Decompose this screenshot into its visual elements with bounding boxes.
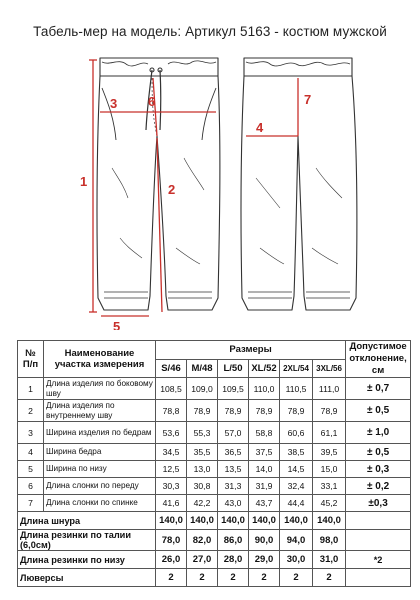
row-value: 78,9 bbox=[249, 400, 280, 422]
row-value: 13,0 bbox=[187, 461, 218, 478]
header-pp: П/п bbox=[22, 359, 39, 370]
row-value: 2 bbox=[187, 569, 218, 587]
measure-label-6: 6 bbox=[148, 94, 156, 109]
row-value: 140,0 bbox=[187, 512, 218, 530]
row-number: 2 bbox=[18, 400, 44, 422]
row-value: 111,0 bbox=[313, 378, 346, 400]
size-header: S/46 bbox=[156, 359, 187, 378]
row-value: 110,5 bbox=[280, 378, 313, 400]
header-tolerance: Допустимое отклонение, см bbox=[346, 341, 411, 378]
row-value: 98,0 bbox=[313, 530, 346, 551]
size-header: 2XL/54 bbox=[280, 359, 313, 378]
row-value: 78,9 bbox=[187, 400, 218, 422]
row-value: 35,5 bbox=[187, 444, 218, 461]
size-header: XL/52 bbox=[249, 359, 280, 378]
row-name: Длина слонки по спинке bbox=[44, 495, 156, 512]
row-value: 39,5 bbox=[313, 444, 346, 461]
row-value: 28,0 bbox=[218, 551, 249, 569]
page-title: Табель-мер на модель: Артикул 5163 - костюм мужской bbox=[33, 24, 387, 39]
row-name: Ширина изделия по бедрам bbox=[44, 422, 156, 444]
back-view-pants bbox=[241, 58, 357, 310]
header-name-line1: Наименование bbox=[64, 348, 135, 359]
row-tolerance bbox=[346, 530, 411, 551]
row-value: 36,5 bbox=[218, 444, 249, 461]
row-number: 7 bbox=[18, 495, 44, 512]
row-value: 26,0 bbox=[156, 551, 187, 569]
header-number bbox=[18, 341, 44, 378]
row-value: 2 bbox=[156, 569, 187, 587]
table-row bbox=[18, 378, 411, 400]
row-tolerance: ± 0,2 bbox=[346, 478, 411, 495]
row-value: 90,0 bbox=[249, 530, 280, 551]
extra-row bbox=[18, 551, 411, 569]
table-row bbox=[18, 422, 411, 444]
size-header: 3XL/56 bbox=[313, 359, 346, 378]
row-name: Ширина по низу bbox=[44, 461, 156, 478]
row-value: 34,5 bbox=[156, 444, 187, 461]
row-value: 45,2 bbox=[313, 495, 346, 512]
row-value: 82,0 bbox=[187, 530, 218, 551]
measure-label-7: 7 bbox=[304, 92, 312, 107]
row-value: 60,6 bbox=[280, 422, 313, 444]
extra-row-name: Длина шнура bbox=[18, 512, 156, 530]
row-value: 33,1 bbox=[313, 478, 346, 495]
table-row bbox=[18, 444, 411, 461]
row-value: 86,0 bbox=[218, 530, 249, 551]
header-name-line2: участка измерения bbox=[54, 359, 145, 370]
measure-label-1: 1 bbox=[80, 174, 88, 189]
row-value: 140,0 bbox=[218, 512, 249, 530]
pants-technical-drawing bbox=[0, 48, 420, 330]
extra-row-name: Длина резинки по талии (6,0см) bbox=[18, 530, 156, 551]
row-value: 2 bbox=[313, 569, 346, 587]
row-tolerance: ± 0,7 bbox=[346, 378, 411, 400]
row-value: 27,0 bbox=[187, 551, 218, 569]
row-tolerance: ± 1,0 bbox=[346, 422, 411, 444]
row-tolerance bbox=[346, 512, 411, 530]
row-number: 5 bbox=[18, 461, 44, 478]
extra-row bbox=[18, 530, 411, 551]
row-value: 13,5 bbox=[218, 461, 249, 478]
measure-label-2: 2 bbox=[168, 182, 176, 197]
extra-row bbox=[18, 512, 411, 530]
row-value: 53,6 bbox=[156, 422, 187, 444]
row-value: 41,6 bbox=[156, 495, 187, 512]
row-value: 31,0 bbox=[313, 551, 346, 569]
row-value: 43,7 bbox=[249, 495, 280, 512]
row-value: 78,0 bbox=[156, 530, 187, 551]
table-row bbox=[18, 495, 411, 512]
row-value: 78,9 bbox=[280, 400, 313, 422]
row-value: 94,0 bbox=[280, 530, 313, 551]
table-row bbox=[18, 400, 411, 422]
row-value: 38,5 bbox=[280, 444, 313, 461]
row-value: 57,0 bbox=[218, 422, 249, 444]
measure-label-4: 4 bbox=[256, 120, 264, 135]
header-no: № bbox=[25, 348, 36, 359]
row-value: 2 bbox=[218, 569, 249, 587]
row-value: 140,0 bbox=[156, 512, 187, 530]
row-value: 14,0 bbox=[249, 461, 280, 478]
row-value: 78,9 bbox=[218, 400, 249, 422]
measure-label-3: 3 bbox=[110, 96, 118, 111]
row-tolerance: ± 0,3 bbox=[346, 461, 411, 478]
row-value: 30,8 bbox=[187, 478, 218, 495]
row-tolerance: ± 0,5 bbox=[346, 444, 411, 461]
extra-row bbox=[18, 569, 411, 587]
row-value: 58,8 bbox=[249, 422, 280, 444]
row-value: 42,2 bbox=[187, 495, 218, 512]
extra-row-name: Люверсы bbox=[18, 569, 156, 587]
row-value: 30,3 bbox=[156, 478, 187, 495]
row-value: 32,4 bbox=[280, 478, 313, 495]
back-measurements bbox=[246, 78, 298, 136]
measure-label-5: 5 bbox=[113, 319, 121, 330]
extra-row-name: Длина резинки по низу bbox=[18, 551, 156, 569]
row-value: 14,5 bbox=[280, 461, 313, 478]
row-tolerance bbox=[346, 569, 411, 587]
row-value: 78,9 bbox=[313, 400, 346, 422]
row-name: Длина изделия по боковому шву bbox=[44, 378, 156, 400]
row-number: 3 bbox=[18, 422, 44, 444]
row-name: Длина изделия по внутреннему шву bbox=[44, 400, 156, 422]
row-tolerance: ± 0,5 bbox=[346, 400, 411, 422]
row-value: 109,5 bbox=[218, 378, 249, 400]
size-header: M/48 bbox=[187, 359, 218, 378]
row-value: 37,5 bbox=[249, 444, 280, 461]
row-tolerance: *2 bbox=[346, 551, 411, 569]
row-value: 29,0 bbox=[249, 551, 280, 569]
row-value: 2 bbox=[249, 569, 280, 587]
size-chart-table bbox=[17, 340, 411, 587]
row-value: 110,0 bbox=[249, 378, 280, 400]
row-number: 4 bbox=[18, 444, 44, 461]
table-row bbox=[18, 461, 411, 478]
row-value: 109,0 bbox=[187, 378, 218, 400]
row-value: 108,5 bbox=[156, 378, 187, 400]
row-tolerance: ±0,3 bbox=[346, 495, 411, 512]
row-value: 78,8 bbox=[156, 400, 187, 422]
row-name: Ширина бедра bbox=[44, 444, 156, 461]
row-value: 44,4 bbox=[280, 495, 313, 512]
header-name bbox=[44, 341, 156, 378]
row-value: 31,9 bbox=[249, 478, 280, 495]
row-value: 43,0 bbox=[218, 495, 249, 512]
row-value: 140,0 bbox=[313, 512, 346, 530]
row-value: 140,0 bbox=[280, 512, 313, 530]
row-value: 140,0 bbox=[249, 512, 280, 530]
row-value: 31,3 bbox=[218, 478, 249, 495]
table-row bbox=[18, 478, 411, 495]
size-header: L/50 bbox=[218, 359, 249, 378]
row-name: Длина слонки по переду bbox=[44, 478, 156, 495]
row-value: 2 bbox=[280, 569, 313, 587]
row-value: 12,5 bbox=[156, 461, 187, 478]
row-value: 30,0 bbox=[280, 551, 313, 569]
row-number: 1 bbox=[18, 378, 44, 400]
table-header-row-1 bbox=[18, 341, 411, 360]
row-value: 55,3 bbox=[187, 422, 218, 444]
row-number: 6 bbox=[18, 478, 44, 495]
header-sizes-title: Размеры bbox=[156, 341, 346, 360]
row-value: 61,1 bbox=[313, 422, 346, 444]
row-value: 15,0 bbox=[313, 461, 346, 478]
